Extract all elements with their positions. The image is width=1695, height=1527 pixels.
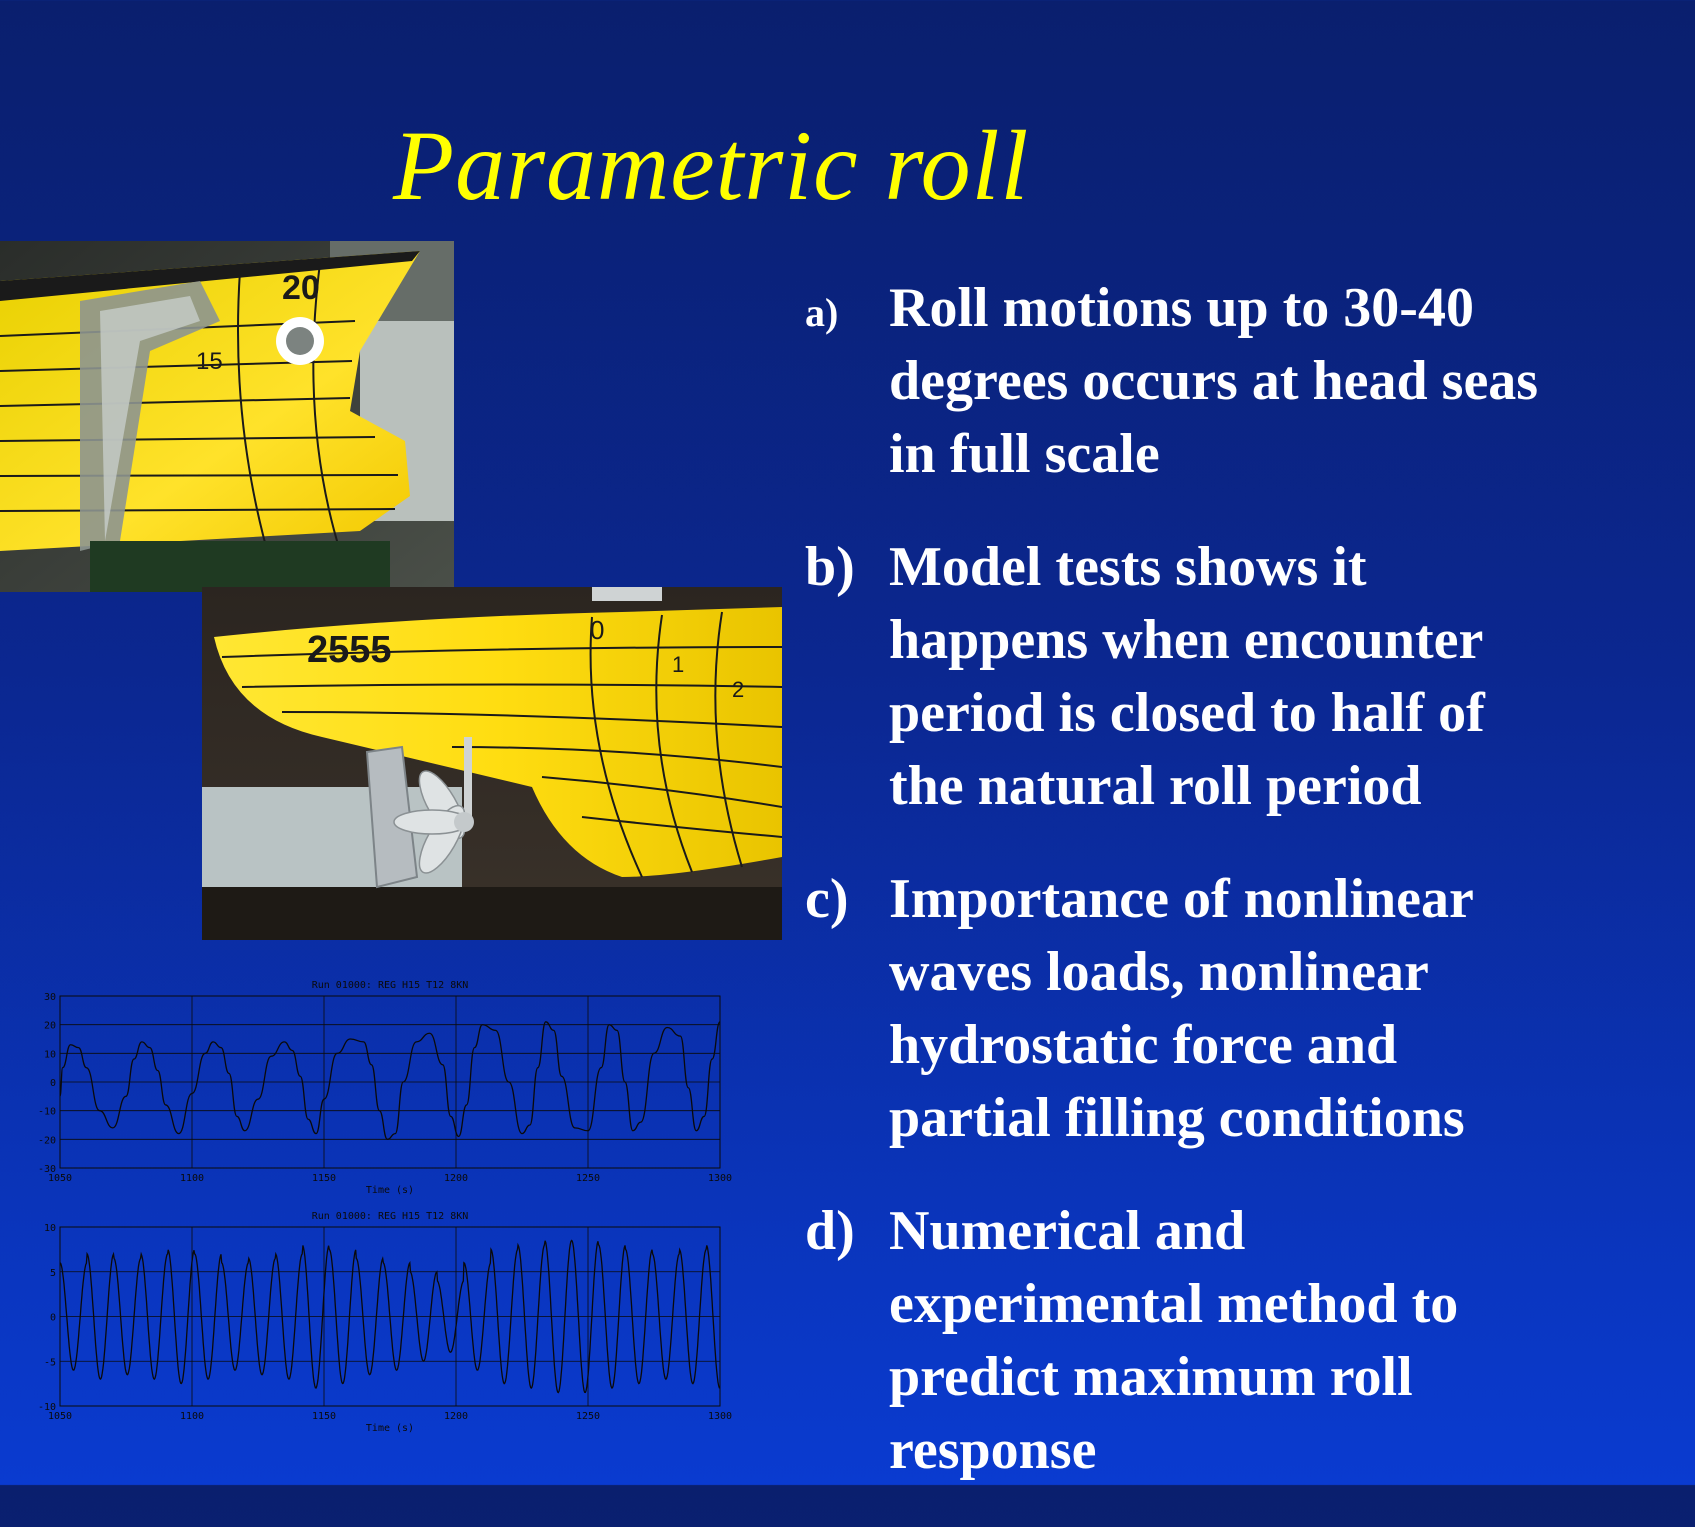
chart-1-xtick-label: 1100	[179, 1411, 205, 1422]
bullet-a-line-2: degrees occurs at head seas	[889, 350, 1539, 412]
bullet-c-line-3: hydrostatic force and	[889, 1014, 1398, 1076]
bullet-b-line-1: Model tests shows it	[889, 536, 1367, 598]
bullet-a	[805, 272, 1675, 491]
chart-1-ytick-label: 10	[43, 1223, 56, 1234]
bullet-b-line-3: period is closed to half of	[889, 682, 1485, 744]
chart-1-xtick-label: 1250	[575, 1411, 601, 1422]
chart-0-ytick-label: 30	[43, 992, 56, 1003]
chart-1-title: Run 01000: REG H15 T12 8KN	[311, 1211, 469, 1222]
bullet-d-letter: d)	[805, 1200, 855, 1262]
bow-side-number: 15	[196, 348, 223, 375]
roll-time-series-chart-bottom	[22, 1208, 742, 1443]
chart-1-xtick-label: 1050	[47, 1411, 73, 1422]
roll-time-series-chart-top	[22, 977, 742, 1205]
bullet-d	[805, 1195, 1675, 1487]
chart-0-xtick-label: 1100	[179, 1173, 205, 1184]
chart-0-xtick-label: 1050	[47, 1173, 73, 1184]
chart-0-xtick-label: 1200	[443, 1173, 469, 1184]
chart-0-ytick-label: -20	[37, 1135, 56, 1147]
stern-hull-number: 2555	[307, 629, 392, 671]
bullet-d-line-4: response	[889, 1419, 1097, 1481]
chart-1-ytick-label: 0	[49, 1312, 56, 1324]
bullet-c-line-1: Importance of nonlinear	[889, 868, 1474, 930]
chart-1-xlabel: Time (s)	[365, 1423, 415, 1434]
chart-1-xtick-label: 1200	[443, 1411, 469, 1422]
chart-0-ytick-label: -10	[37, 1106, 56, 1118]
bullet-list	[805, 272, 1675, 1527]
ship-model-stern-photo	[202, 587, 782, 940]
chart-0-ytick-label: 0	[49, 1078, 56, 1089]
bullet-a-line-1: Roll motions up to 30-40	[889, 277, 1474, 339]
chart-1-ytick-label: 5	[49, 1267, 56, 1279]
chart-1-xtick-label: 1150	[311, 1411, 337, 1422]
bow-hull-number: 20	[282, 269, 320, 307]
bullet-c-letter: c)	[805, 868, 849, 930]
bullet-b-line-4: the natural roll period	[889, 755, 1422, 817]
bullet-d-line-1: Numerical and	[889, 1200, 1246, 1262]
chart-0-ytick-label: 10	[43, 1049, 56, 1061]
ship-model-bow-photo	[0, 241, 454, 592]
chart-0-xlabel: Time (s)	[365, 1185, 415, 1196]
chart-0-ytick-label: 20	[43, 1020, 56, 1032]
chart-0-title: Run 01000: REG H15 T12 8KN	[311, 980, 469, 991]
bullet-d-line-2: experimental method to	[889, 1273, 1459, 1335]
bullet-d-line-3: predict maximum roll	[889, 1346, 1413, 1408]
chart-0-series-line	[60, 1022, 720, 1140]
stern-station-1: 1	[672, 652, 685, 677]
chart-0-xtick-label: 1150	[311, 1173, 337, 1184]
stern-station-0: 0	[590, 615, 605, 645]
bullet-c	[805, 863, 1675, 1155]
bullet-b-letter: b)	[805, 536, 855, 598]
bullet-a-letter: a)	[805, 290, 839, 335]
chart-0-ytick-label: -30	[37, 1164, 56, 1175]
bullet-a-line-3: in full scale	[889, 423, 1160, 485]
chart-1-xtick-label: 1300	[707, 1411, 733, 1422]
slide-title: Parametric roll	[393, 110, 1030, 221]
stern-station-2: 2	[732, 677, 745, 702]
chart-0-xtick-label: 1250	[575, 1173, 601, 1184]
chart-0-xtick-label: 1300	[707, 1173, 733, 1184]
chart-1-ytick-label: -5	[43, 1357, 56, 1369]
bullet-b	[805, 531, 1675, 823]
bullet-c-line-4: partial filling conditions	[889, 1087, 1465, 1149]
bullet-b-line-2: happens when encounter	[889, 609, 1484, 671]
bullet-c-line-2: waves loads, nonlinear	[889, 941, 1429, 1003]
chart-1-ytick-label: -10	[37, 1402, 56, 1413]
